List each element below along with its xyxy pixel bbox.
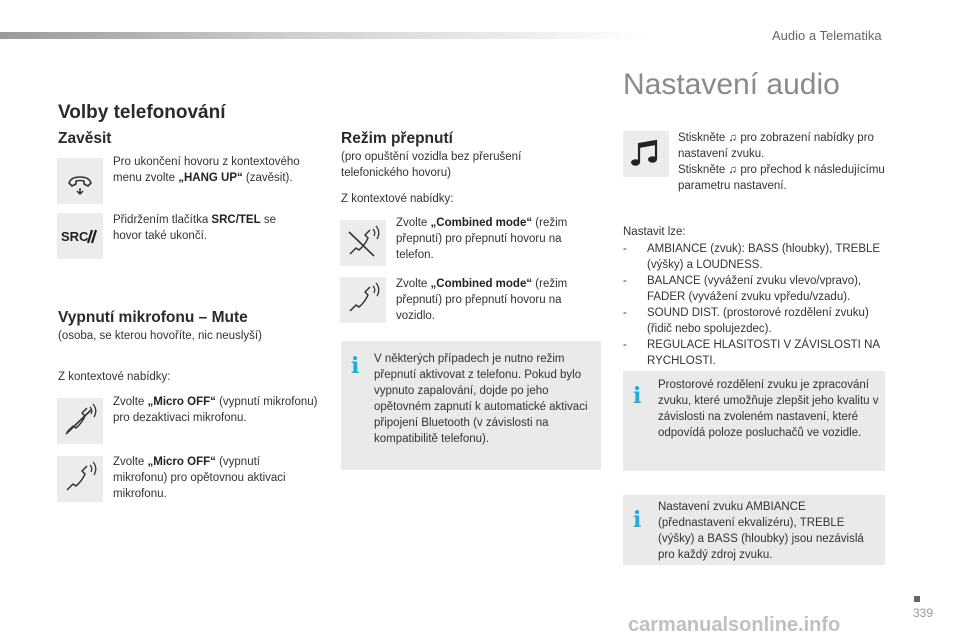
mute-item-2a: Zvolte <box>113 456 148 468</box>
audio-intro-2: pro zobrazení nabídky pro nastavení zvuku. <box>678 132 874 160</box>
info-icon: i <box>351 353 360 379</box>
mute-item-2c: (vypnutí mikrofonu) pro opětovnou aktivaci mikrofonu. <box>113 456 286 500</box>
page-number: 339 <box>913 606 934 620</box>
src-tel-button-icon <box>57 213 103 259</box>
micro-off-option-1: „Micro OFF“ <box>147 396 216 408</box>
combined-mode-vehicle-icon <box>340 277 386 323</box>
transfer-context: Z kontextové nabídky: <box>341 193 454 205</box>
mute-subtitle: (osoba, se kterou hovoříte, nic neuslyší) <box>58 330 262 342</box>
audio-info-text-1: Prostorové rozdělení zvuku je zpracování zvuku, které umožňuje zlepšit jeho kvalitu v závislosti na zvoleném nastavení, které odpovídá poloze posluchačů ve vozidle. <box>658 379 879 439</box>
header-rule <box>0 32 650 39</box>
info-icon: i <box>633 507 642 533</box>
music-note-inline-icon: ♫ <box>728 164 738 176</box>
micro-off-option-2: „Micro OFF“ <box>147 456 216 468</box>
audio-settings-list <box>623 241 893 369</box>
list-item: - REGULACE HLASITOSTI V ZÁVISLOSTI NA RYCHLOSTI. <box>623 337 893 369</box>
src-tel-label: SRC/TEL <box>211 214 261 226</box>
src-label: SRC <box>61 229 89 244</box>
section-title: Audio a Telematika <box>772 28 882 43</box>
audio-info-box-1 <box>623 371 885 471</box>
combined-mode-option-1: „Combined mode“ <box>430 217 533 229</box>
hangup-text-1a: Pro ukončení hovoru z kontextového menu zvolte <box>113 156 300 184</box>
transfer-item-2 <box>396 276 596 324</box>
hangup-text-2c: se hovor také ukončí. <box>113 214 276 242</box>
transfer-item-1a: Zvolte <box>396 217 431 229</box>
mute-item-2 <box>113 454 313 502</box>
list-item: - AMBIANCE (zvuk): BASS (hloubky), TREBLE (výšky) a LOUDNESS. <box>623 241 893 273</box>
mute-item-1 <box>113 394 328 426</box>
audio-info-box-2 <box>623 495 885 565</box>
audio-can-set: Nastavit lze: <box>623 226 686 238</box>
hangup-text-2a: Přidržením tlačítka <box>113 214 212 226</box>
watermark: carmanualsonline.info <box>628 614 841 636</box>
transfer-item-2c: (režim přepnutí) pro přepnutí hovoru na vozidlo. <box>396 278 568 322</box>
hangup-text-1c: (zavěsit). <box>242 172 293 184</box>
combined-mode-phone-icon <box>340 220 386 266</box>
audio-intro-text <box>678 130 893 194</box>
info-icon: i <box>633 383 642 409</box>
transfer-subtitle: (pro opuštění vozidla bez přerušení telefonického hovoru) <box>341 151 522 179</box>
mute-item-1c: (vypnutí mikrofonu) pro dezaktivaci mikrofonu. <box>113 396 318 424</box>
page-title: Nastavení audio <box>623 68 840 101</box>
hangup-option: „HANG UP“ <box>178 172 243 184</box>
mute-context: Z kontextové nabídky: <box>58 371 171 383</box>
music-note-inline-icon: ♫ <box>728 132 738 144</box>
hangup-heading: Zavěsit <box>58 130 112 147</box>
audio-intro-3: Stiskněte <box>678 164 729 176</box>
left-title: Volby telefonování <box>58 102 226 123</box>
hangup-phone-icon <box>57 158 103 204</box>
transfer-info-box <box>341 341 601 470</box>
transfer-info-text: V některých případech je nutno režim přepnutí aktivovat z telefonu. Pokud bylo vypnuto zapalování, dojde po jeho opětovném zapnutí k automatické aktivaci připojení Bluetooth (v závislosti na kompatibilitě telefonu). <box>374 353 588 445</box>
transfer-item-1c: (režim přepnutí) pro přepnutí hovoru na telefon. <box>396 217 568 261</box>
transfer-item-2a: Zvolte <box>396 278 431 290</box>
combined-mode-option-2: „Combined mode“ <box>430 278 533 290</box>
mic-on-icon <box>57 456 103 502</box>
audio-info-text-2: Nastavení zvuku AMBIANCE (přednastavení ekvalizéru), TREBLE (výšky) a BASS (hloubky) jsou nezávislá pro každý zdroj zvuku. <box>658 501 864 561</box>
list-item: - BALANCE (vyvážení zvuku vlevo/vpravo), FADER (vyvážení zvuku vpředu/vzadu). <box>623 273 893 305</box>
audio-intro-4: pro přechod k následujícímu parametru nastavení. <box>678 164 885 192</box>
page-marker <box>914 596 920 602</box>
transfer-heading: Režim přepnutí <box>341 130 453 147</box>
mute-item-1a: Zvolte <box>113 396 148 408</box>
music-note-icon <box>623 131 669 177</box>
mute-heading: Vypnutí mikrofonu – Mute <box>58 309 248 326</box>
mic-off-icon <box>57 398 103 444</box>
list-item: - SOUND DIST. (prostorové rozdělení zvuku) (řidič nebo spolujezdec). <box>623 305 893 337</box>
audio-intro-1: Stiskněte <box>678 132 729 144</box>
hangup-text-1 <box>113 154 318 186</box>
hangup-text-2 <box>113 212 298 244</box>
transfer-item-1 <box>396 215 596 263</box>
